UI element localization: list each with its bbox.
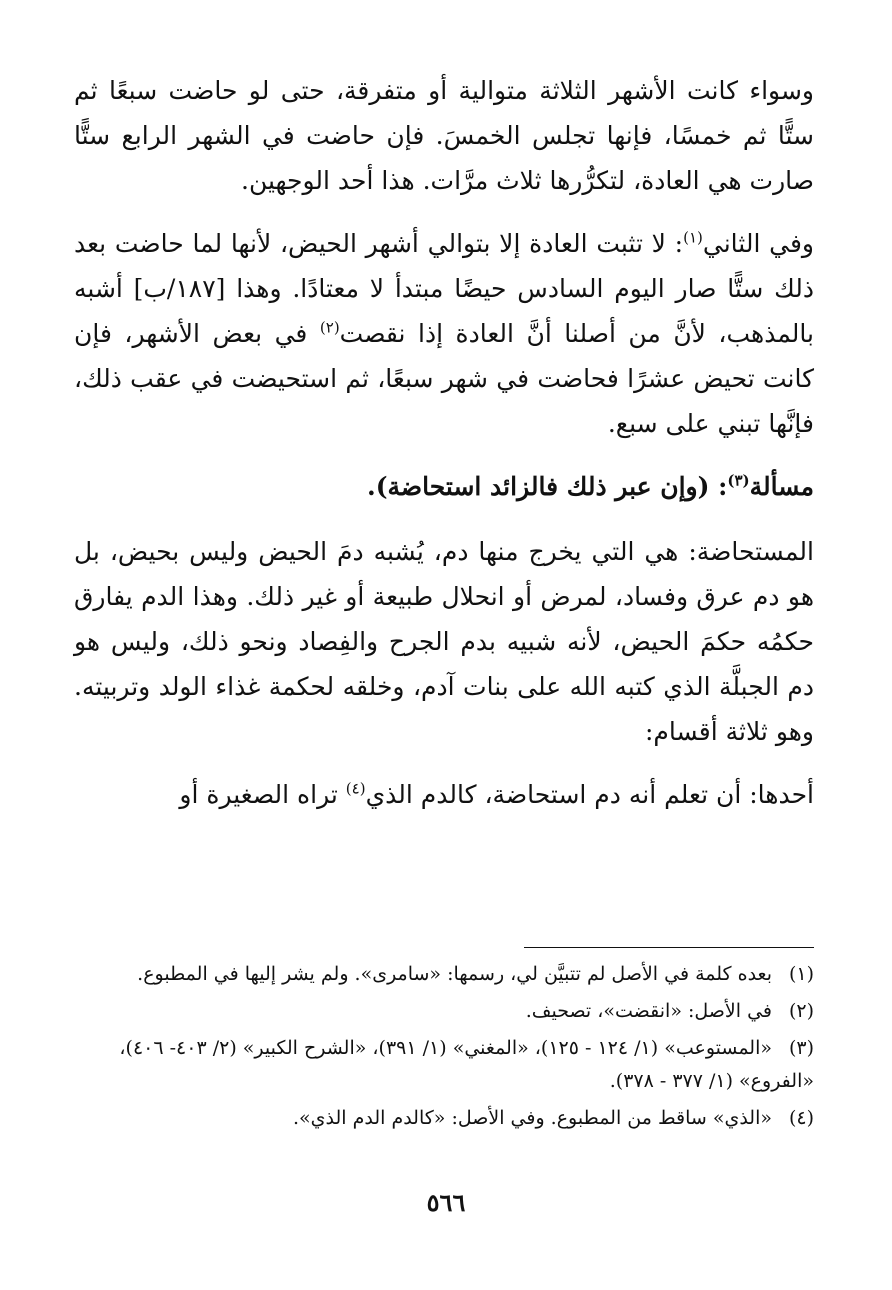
paragraph-2-text-a: وفي الثاني [702, 229, 814, 258]
footnote-text: بعده كلمة في الأصل لم تتبيَّن لي، رسمها: «سامرى». ولم يشر إليها في المطبوع. [137, 963, 772, 985]
paragraph-3 [74, 529, 814, 754]
footnotes [74, 958, 814, 1139]
section-heading-text: : (وإن عبر ذلك فالزائد استحاضة). [366, 472, 728, 501]
footnote-2 [74, 995, 814, 1028]
footnote-number: (٤) [788, 1107, 814, 1129]
footnote-ref-4[interactable]: (٤) [345, 779, 366, 798]
page-number: ٥٦٦ [426, 1188, 466, 1217]
paragraph-4-text-b: تراه الصغيرة أو [179, 780, 346, 809]
footnote-ref-1[interactable]: (١) [683, 228, 703, 247]
page-body [74, 68, 814, 835]
footnote-number: (١) [788, 963, 814, 985]
paragraph-4 [74, 772, 814, 817]
section-heading [74, 464, 814, 509]
footnote-number: (٣) [788, 1037, 814, 1059]
footnote-text: في الأصل: «انقضت»، تصحيف. [525, 1000, 772, 1022]
paragraph-2-text-c: في بعض الأشهر، فإن كانت تحيض عشرًا فحاضت في شهر سبعًا، ثم استحيضت في عقب ذلك، فإنَّها تبني على سبع. [74, 319, 814, 438]
paragraph-4-text-a: أحدها: أن تعلم أنه دم استحاضة، كالدم الذي [365, 780, 814, 809]
footnote-number: (٢) [788, 1000, 814, 1022]
footnote-3 [74, 1032, 814, 1098]
footnote-ref-2[interactable]: (٢) [319, 318, 340, 337]
footnote-text: «المستوعب» (١/ ١٢٤ - ١٢٥)، «المغني» (١/ ٣٩١)، «الشرح الكبير» (٢/ ٤٠٣- ٤٠٦)، «الفروع» (١/ ٣٧٧ - ٣٧٨). [119, 1037, 814, 1092]
paragraph-1-text: وسواء كانت الأشهر الثلاثة متوالية أو متفرقة، حتى لو حاضت سبعًا ثم ستًّا ثم خمسًا، فإنها تجلس الخمسَ. فإن حاضت في الشهر الرابع ستًّا صارت هي العادة، لتكرُّرها ثلاث مرَّات. هذا أحد الوجهين. [74, 76, 814, 195]
footnote-1 [74, 958, 814, 991]
paragraph-3-text: المستحاضة: هي التي يخرج منها دم، يُشبه دمَ الحيض وليس بحيض، بل هو دم عرق وفساد، لمرض أو انحلال طبيعة أو غير ذلك. وهذا الدم يفارق حكمُه حكمَ الحيض، لأنه شبيه بدم الجرح والفِصاد ونحو ذلك، وليس هو دم الجبلَّة الذي كتبه الله على بنات آدم، وخلقه لحكمة غذاء الولد وتربيته. وهو ثلاثة أقسام: [74, 537, 814, 746]
footnote-divider [524, 947, 814, 948]
footnote-text: «الذي» ساقط من المطبوع. وفي الأصل: «كالدم الدم الذي». [292, 1107, 772, 1129]
footnote-ref-3[interactable]: (٣) [727, 471, 750, 490]
paragraph-2 [74, 221, 814, 446]
paragraph-2-text-b: : لا تثبت العادة إلا بتوالي أشهر الحيض، لأنها لما حاضت بعد ذلك ستًّا صار اليوم السادس حيضًا مبتدأ لا معتادًا. وهذا [١٨٧/ب] أشبه بالمذهب، لأنَّ من أصلنا أنَّ العادة إذا نقصت [74, 229, 815, 348]
paragraph-1 [74, 68, 814, 203]
footnote-4 [74, 1102, 814, 1135]
section-heading-label: مسألة [749, 472, 814, 501]
